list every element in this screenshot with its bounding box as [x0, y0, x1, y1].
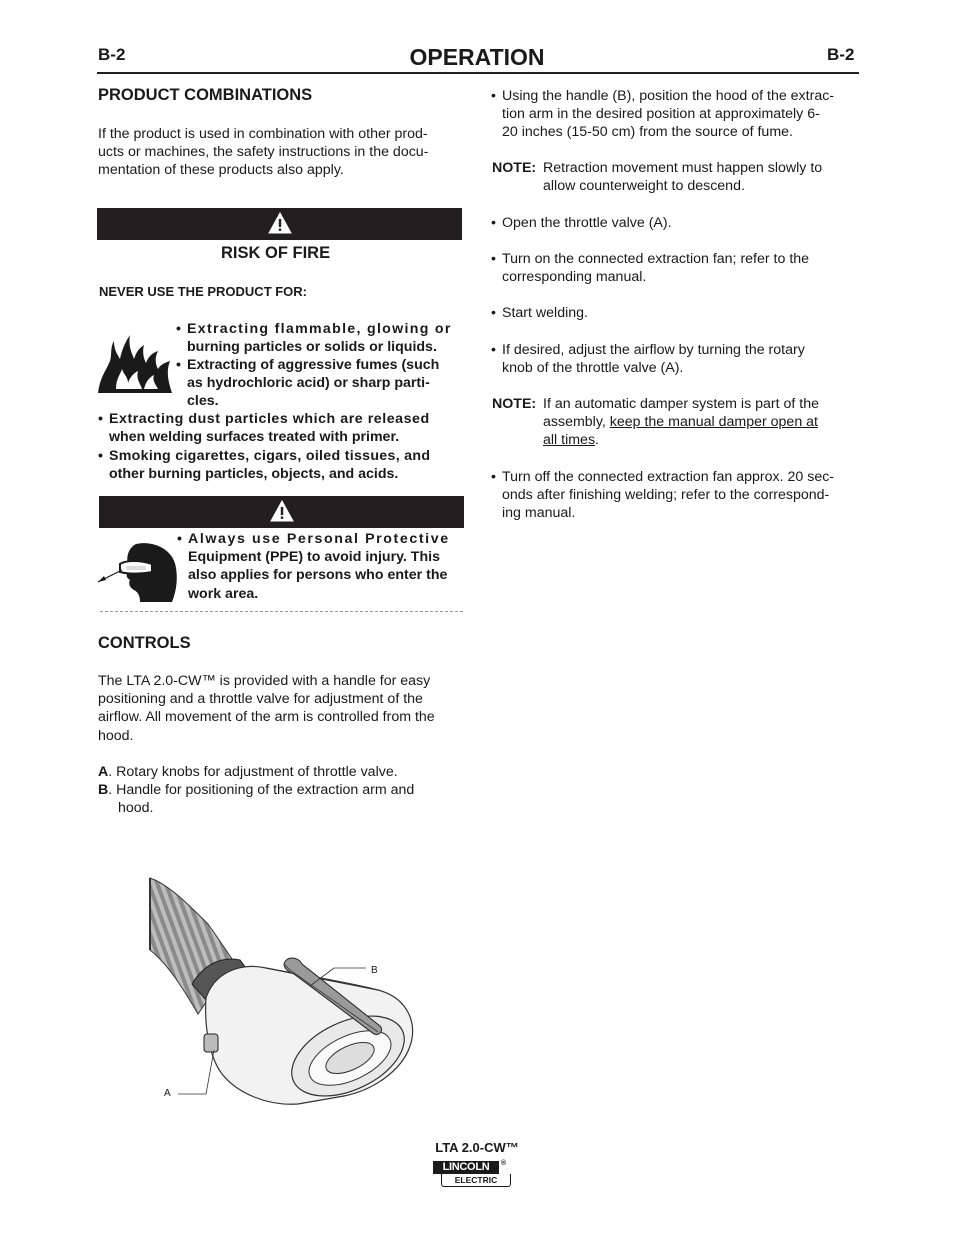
- ppe-head-icon: [96, 540, 180, 606]
- fire-item-3: • Extracting dust particles which are released when welding surfaces treated with primer.: [98, 411, 430, 446]
- step-turn-on-fan: • Turn on the connected extraction fan; refer to the corresponding manual.: [491, 251, 810, 286]
- header-rule: [97, 72, 859, 74]
- hood-illustration: [148, 864, 438, 1114]
- footer-model: LTA 2.0-CW™: [435, 1140, 519, 1155]
- risk-of-fire-heading: RISK OF FIRE: [221, 244, 331, 262]
- note-damper: NOTE: If an automatic damper system is part of the assembly, keep the manual damper open at all times.: [492, 396, 819, 449]
- warning-bar: [97, 208, 462, 240]
- figure-label-a: A: [164, 1088, 171, 1099]
- step-start-welding: • Start welding.: [491, 305, 588, 321]
- step-adjust-airflow: • If desired, adjust the airflow by turning the rotary knob of the throttle valve (A).: [491, 342, 805, 377]
- controls-body: The LTA 2.0-CW™ is provided with a handle for easy positioning and a throttle valve for adjustment of the airflow. All movement of the arm is controlled from the hood.: [98, 673, 435, 744]
- note-retraction: NOTE: Retraction movement must happen slowly to allow counterweight to descend.: [492, 160, 823, 195]
- fire-item-1: • Extracting flammable, glowing or burning particles or solids or liquids.: [176, 321, 452, 356]
- warning-triangle-icon: [268, 212, 292, 234]
- fire-item-4: • Smoking cigarettes, cigars, oiled tissues, and other burning particles, objects, and acids.: [98, 448, 431, 483]
- step-open-throttle: • Open the throttle valve (A).: [491, 215, 672, 231]
- warning-bar-ppe: [99, 496, 464, 528]
- lincoln-electric-logo: LINCOLN ® ELECTRIC: [433, 1161, 511, 1188]
- never-use-subheading: NEVER USE THE PRODUCT FOR:: [99, 284, 308, 299]
- control-item-a: A. Rotary knobs for adjustment of throttle valve.: [98, 764, 398, 780]
- product-combinations-heading: PRODUCT COMBINATIONS: [98, 86, 313, 104]
- warning-triangle-icon: [270, 500, 294, 522]
- page-title: OPERATION: [409, 44, 545, 70]
- controls-heading: CONTROLS: [98, 634, 191, 652]
- figure-label-b: B: [371, 965, 378, 976]
- product-combinations-body: If the product is used in combination with other prod- ucts or machines, the safety instructions in the docu- mentation of these products also apply.: [98, 126, 429, 179]
- control-item-b: B. Handle for positioning of the extraction arm and hood.: [98, 782, 415, 817]
- ppe-item: • Always use Personal Protective Equipment (PPE) to avoid injury. This also applies for persons who enter the work area.: [177, 531, 450, 602]
- fire-icon: [96, 331, 176, 395]
- page-number-left: B-2: [98, 45, 126, 64]
- step-position-hood: • Using the handle (B), position the hood of the extrac- tion arm in the desired position at approximately 6- 20 inches (15-50 cm) from the source of fume.: [491, 88, 835, 141]
- step-turn-off-fan: • Turn off the connected extraction fan approx. 20 sec- onds after finishing welding; refer to the correspond- ing manual.: [491, 469, 835, 522]
- dashed-divider: [100, 611, 463, 612]
- page-number-right: B-2: [827, 45, 855, 64]
- fire-item-2: • Extracting of aggressive fumes (such as hydrochloric acid) or sharp parti- cles.: [176, 357, 440, 410]
